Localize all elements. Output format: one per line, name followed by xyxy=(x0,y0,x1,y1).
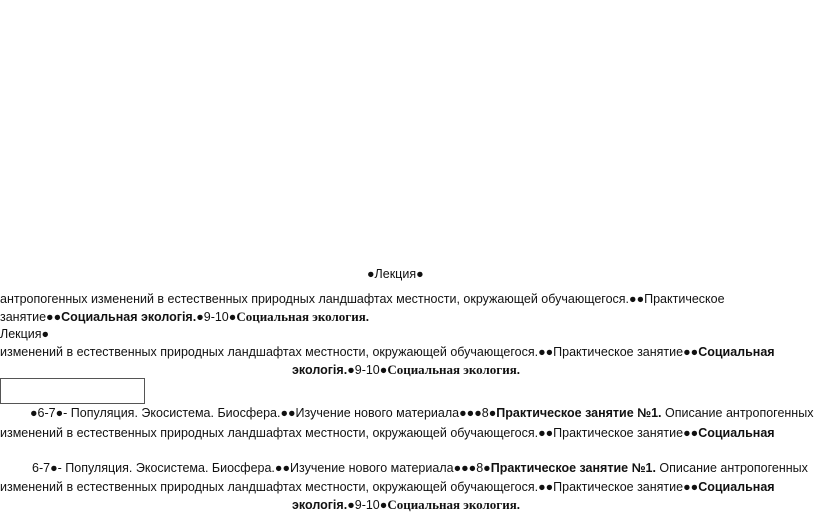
line-7-text: ●6-7●- Популяция. Экосистема. Биосфера.●●Изучение нового материала●●●8● xyxy=(30,406,497,420)
line-10-text: изменений в естественных природных ландшафтах местности, окружающей обучающегося.●●Практическое занятие●● xyxy=(0,480,699,494)
line-5-bold: Социальная xyxy=(698,345,775,359)
line-9-bold: Практическое занятие №1. xyxy=(490,461,656,475)
line-7-post: Описание антропогенных xyxy=(661,406,814,420)
line-6-mid: ●9-10● xyxy=(347,363,388,377)
line-6-serif: Социальная экология. xyxy=(387,362,520,377)
text-line-8 xyxy=(0,425,775,441)
line-4-text: Лекция● xyxy=(0,327,50,341)
text-line-7 xyxy=(30,405,813,421)
text-line-9 xyxy=(32,460,808,476)
line-8-text: изменений в естественных природных ландшафтах местности, окружающей обучающегося.●●Практическое занятие●● xyxy=(0,426,699,440)
line-6-bold: экологія. xyxy=(292,363,348,377)
line-11-serif: Социальная экология. xyxy=(387,497,520,512)
text-line-3 xyxy=(0,309,369,325)
text-line-1 xyxy=(367,266,424,282)
line-3-text: занятие●● xyxy=(0,310,62,324)
text-line-4 xyxy=(0,326,49,342)
line-9-text: 6-7●- Популяция. Экосистема. Биосфера.●●Изучение нового материала●●●8● xyxy=(32,461,491,475)
line-9-post: Описание антропогенных xyxy=(655,461,808,475)
line-7-bold: Практическое занятие №1. xyxy=(496,406,662,420)
line-11-mid: ●9-10● xyxy=(347,498,388,512)
text-line-6 xyxy=(292,362,520,378)
line-5-text: изменений в естественных природных ландшафтах местности, окружающей обучающегося.●●Практическое занятие●● xyxy=(0,345,699,359)
text-line-11 xyxy=(292,497,520,513)
text-line-2 xyxy=(0,291,725,307)
line-8-bold: Социальная xyxy=(698,426,775,440)
line-3-serif: Социальная экология. xyxy=(236,309,369,324)
line-3-mid: ●9-10● xyxy=(196,310,237,324)
line-10-bold: Социальная xyxy=(698,480,775,494)
line-3-bold: Социальная экологія. xyxy=(61,310,197,324)
line-2-text: антропогенных изменений в естественных природных ландшафтах местности, окружающей обучающегося.●●Практическое xyxy=(0,292,725,306)
text-line-5 xyxy=(0,344,775,360)
line-1-text: ●Лекция● xyxy=(367,267,424,281)
line-11-bold: экологія. xyxy=(292,498,348,512)
text-line-10 xyxy=(0,479,775,495)
empty-text-box xyxy=(0,378,145,404)
